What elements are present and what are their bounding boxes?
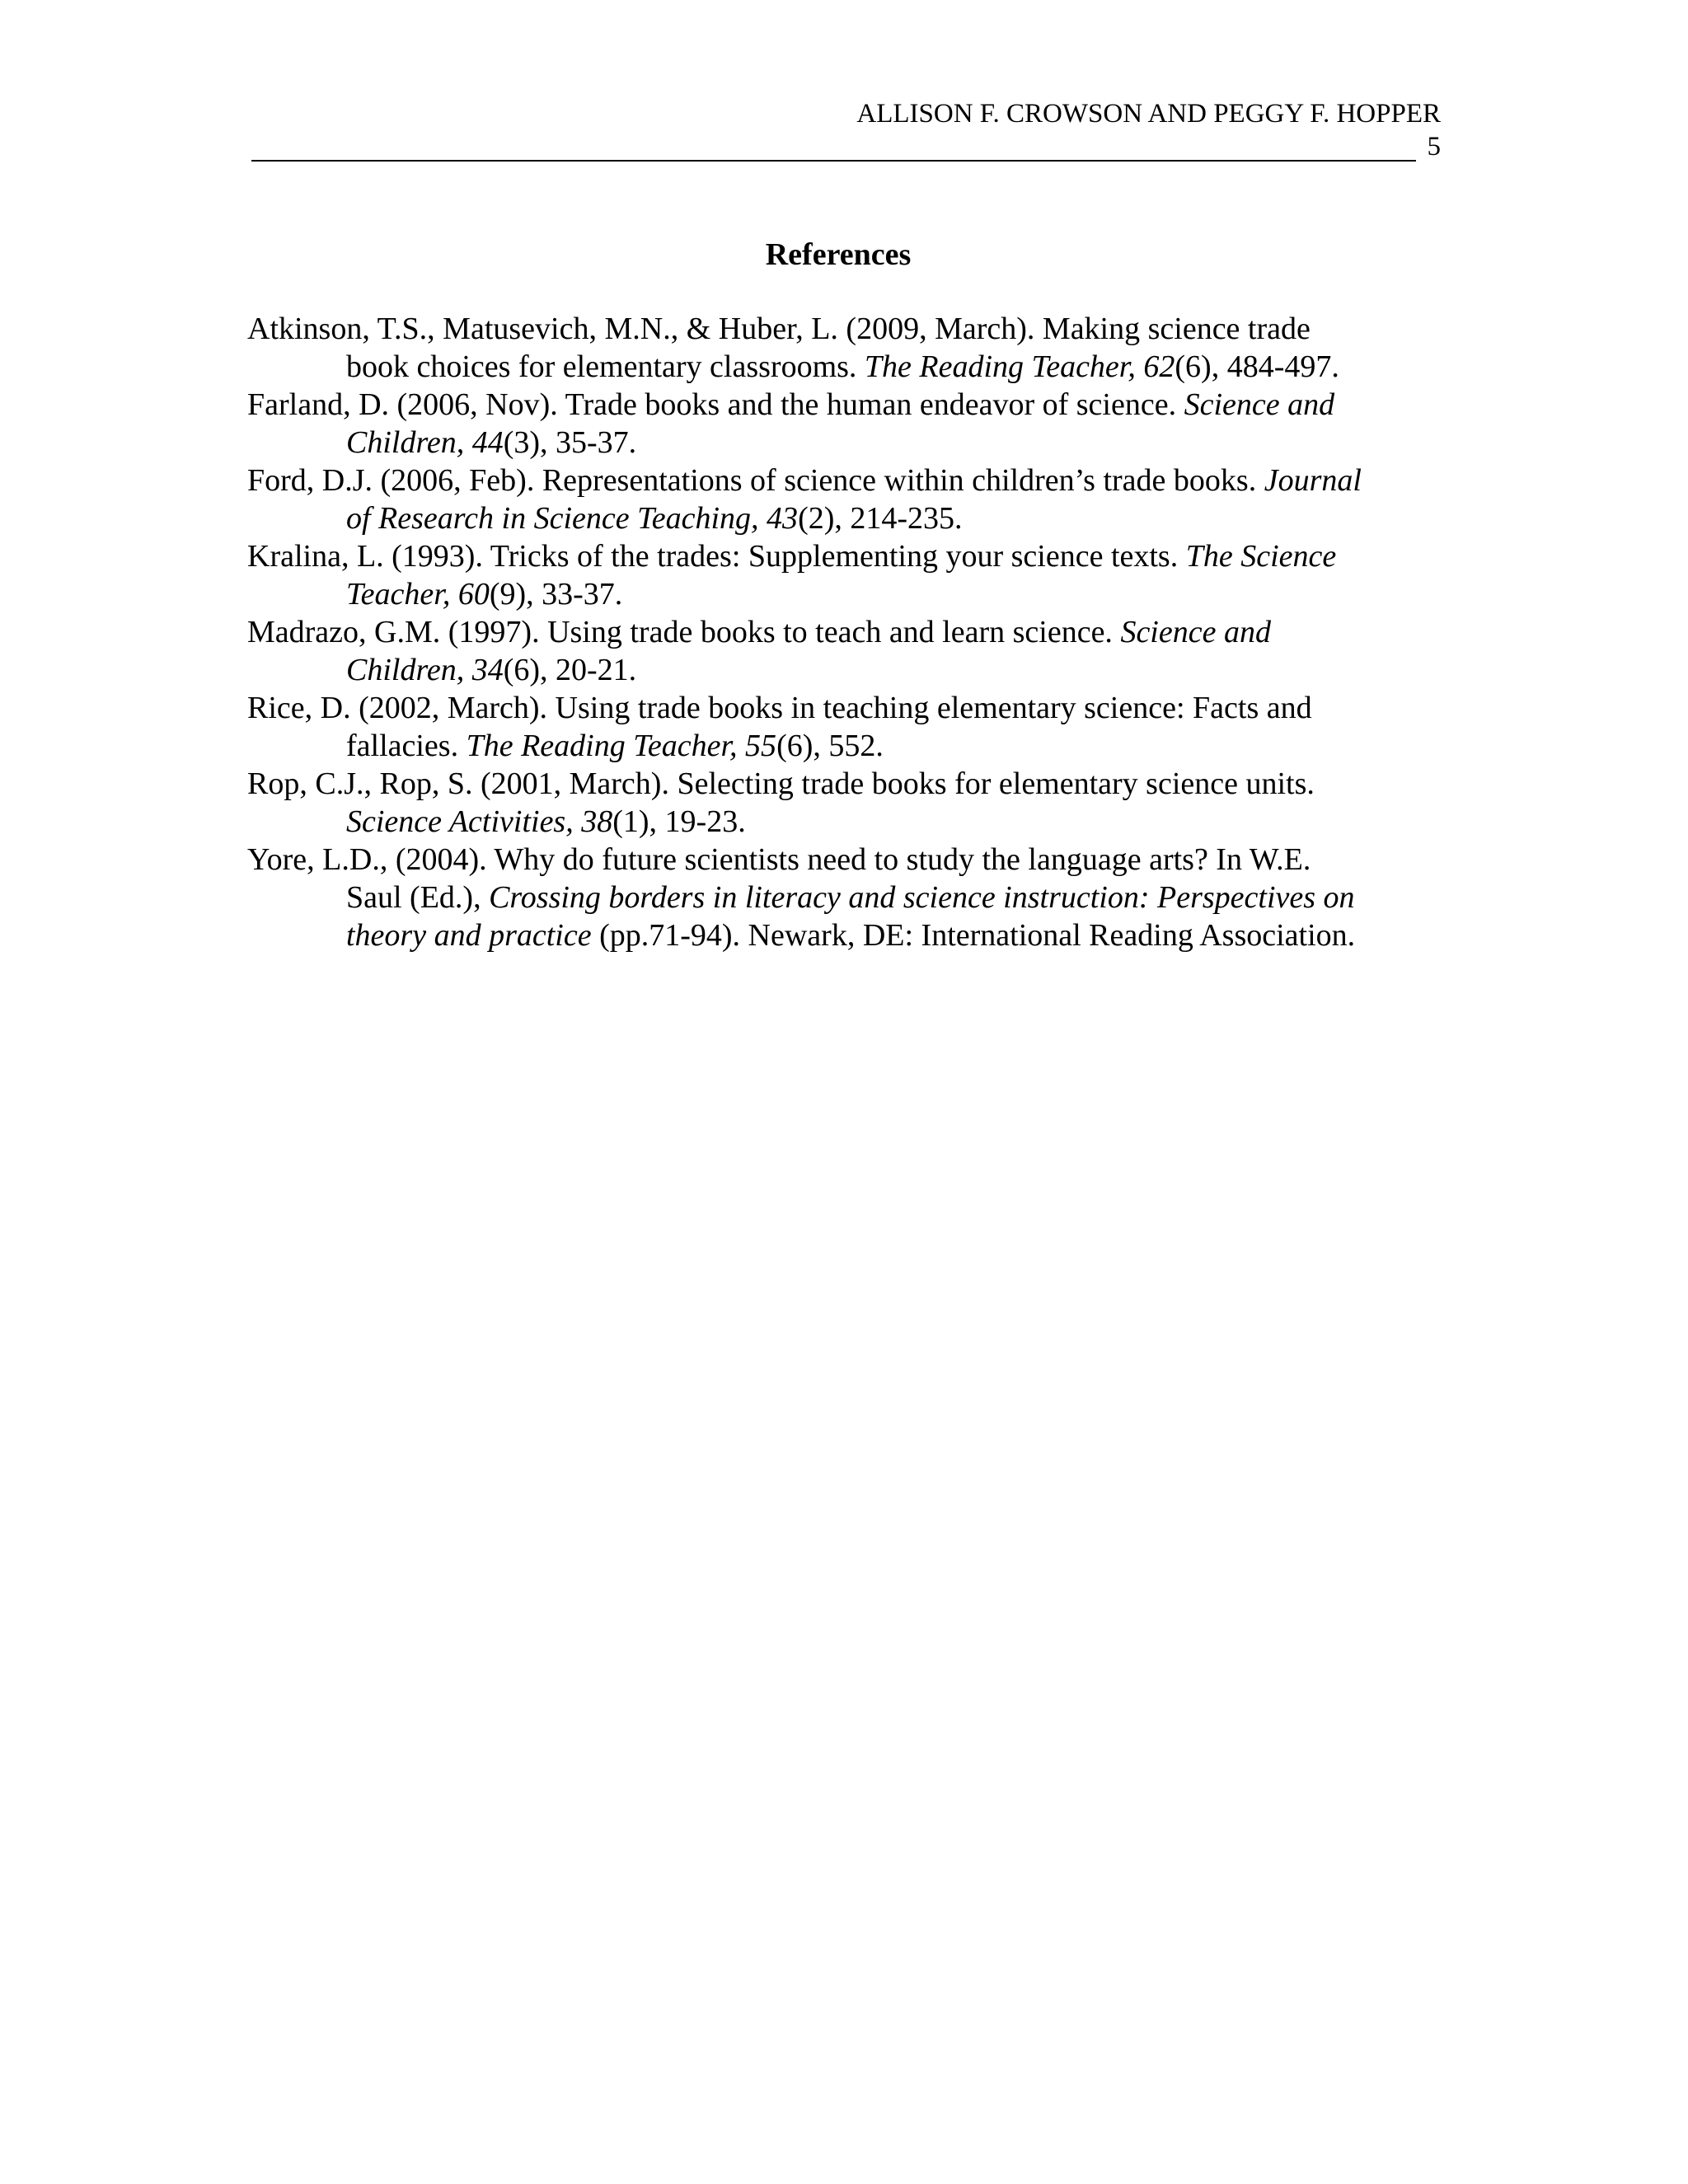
reference-line xyxy=(247,348,1434,386)
reference-line xyxy=(247,879,1434,916)
reference-italic-text: Journal xyxy=(1264,463,1362,498)
reference-text: (pp.71-94). Newark, DE: International Reading Association. xyxy=(591,918,1356,953)
reference-text: (6), 552. xyxy=(776,729,884,763)
reference-line xyxy=(247,803,1434,841)
reference-entry xyxy=(247,765,1434,841)
reference-text: Saul (Ed.), xyxy=(346,880,490,915)
reference-line xyxy=(247,689,1434,727)
reference-line xyxy=(247,651,1434,689)
reference-line xyxy=(247,765,1434,803)
reference-italic-text: theory and practice xyxy=(346,918,592,953)
reference-text: (6), 20-21. xyxy=(503,653,637,687)
reference-text: Atkinson, T.S., Matusevich, M.N., & Huber, L. (2009, March). Making science trade xyxy=(247,312,1311,346)
reference-text: (1), 19-23. xyxy=(612,804,746,839)
reference-text: fallacies. xyxy=(346,729,467,763)
reference-entry xyxy=(247,386,1434,462)
reference-italic-text: The Reading Teacher, 55 xyxy=(466,729,777,763)
reference-line xyxy=(247,386,1434,424)
reference-italic-text: Science Activities, 38 xyxy=(346,804,613,839)
reference-line xyxy=(247,424,1434,462)
reference-italic-text: Children, 44 xyxy=(346,425,504,460)
running-head: ALLISON F. CROWSON AND PEGGY F. HOPPER xyxy=(856,99,1441,129)
reference-line xyxy=(247,310,1434,348)
reference-text: Rop, C.J., Rop, S. (2001, March). Selecting trade books for elementary science units. xyxy=(247,766,1315,801)
reference-text: Farland, D. (2006, Nov). Trade books and the human endeavor of science. xyxy=(247,387,1184,422)
reference-italic-text: The Reading Teacher, 62 xyxy=(864,349,1175,384)
reference-text: Yore, L.D., (2004). Why do future scientists need to study the language arts? In W.E. xyxy=(247,842,1311,877)
reference-line xyxy=(247,916,1434,954)
reference-italic-text: The Science xyxy=(1185,539,1337,574)
reference-text: (9), 33-37. xyxy=(489,577,623,612)
reference-line xyxy=(247,613,1434,651)
reference-text: Kralina, L. (1993). Tricks of the trades: Supplementing your science texts. xyxy=(247,539,1186,574)
reference-italic-text: Crossing borders in literacy and science instruction: Perspectives on xyxy=(489,880,1355,915)
section-title: References xyxy=(765,237,912,272)
reference-entry xyxy=(247,462,1434,537)
reference-italic-text: Children, 34 xyxy=(346,653,504,687)
page-number: 5 xyxy=(1427,132,1441,162)
reference-entry xyxy=(247,310,1434,386)
reference-line xyxy=(247,499,1434,537)
reference-line xyxy=(247,575,1434,613)
reference-text: (6), 484-497. xyxy=(1175,349,1339,384)
reference-entry xyxy=(247,537,1434,613)
reference-italic-text: Teacher, 60 xyxy=(346,577,490,612)
reference-italic-text: Science and xyxy=(1120,615,1271,649)
reference-italic-text: of Research in Science Teaching, 43 xyxy=(346,501,799,536)
reference-text: Rice, D. (2002, March). Using trade books in teaching elementary science: Facts and xyxy=(247,691,1312,725)
reference-text: (2), 214-235. xyxy=(798,501,963,536)
reference-list xyxy=(247,310,1434,954)
reference-text: Madrazo, G.M. (1997). Using trade books to teach and learn science. xyxy=(247,615,1121,649)
reference-italic-text: Science and xyxy=(1184,387,1335,422)
reference-line xyxy=(247,841,1434,879)
reference-line xyxy=(247,727,1434,765)
reference-text: Ford, D.J. (2006, Feb). Representations of science within children’s trade books. xyxy=(247,463,1264,498)
reference-entry xyxy=(247,613,1434,689)
reference-line xyxy=(247,462,1434,499)
reference-entry xyxy=(247,689,1434,765)
reference-text: (3), 35-37. xyxy=(503,425,637,460)
header-rule xyxy=(251,160,1416,162)
reference-line xyxy=(247,537,1434,575)
reference-text: book choices for elementary classrooms. xyxy=(346,349,865,384)
reference-entry xyxy=(247,841,1434,954)
